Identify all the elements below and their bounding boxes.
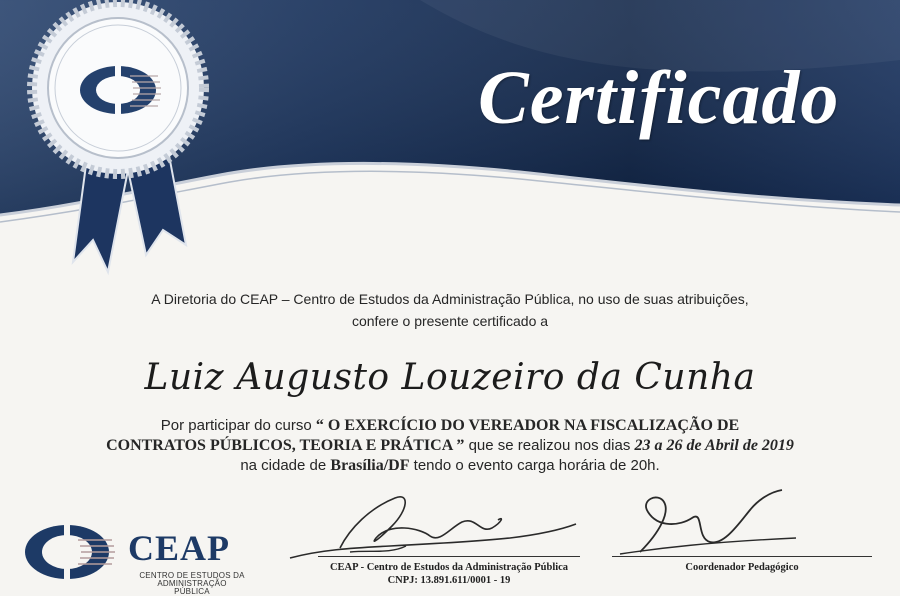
course-line-2 <box>60 437 840 455</box>
course-dates: 23 a 26 de Abril de 2019 <box>634 437 794 454</box>
signature-line-coordinator <box>612 556 872 557</box>
logo-subtitle-line-2: PÚBLICA <box>174 587 210 596</box>
signature-line-ceap <box>318 556 580 557</box>
course-title-part-1: “ O EXERCÍCIO DO VEREADOR NA FISCALIZAÇÃO DE <box>315 417 740 434</box>
course-title-part-2: CONTRATOS PÚBLICOS, TEORIA E PRÁTICA ” <box>106 437 465 454</box>
course-mid-text: que se realizou nos dias <box>468 437 631 454</box>
coordinator-signature <box>600 482 800 562</box>
course-line-3 <box>60 457 840 475</box>
intro-line-1: A Diretoria do CEAP – Centro de Estudos da Administração Pública, no uso de suas atribuições, <box>151 291 749 307</box>
certificate-title: Certificado <box>478 56 840 140</box>
ribbon-rosette-seal-icon <box>18 0 218 275</box>
ceap-oval-logo-icon <box>22 522 122 582</box>
signature-label-cnpj: CNPJ: 13.891.611/0001 - 19 <box>387 575 511 586</box>
city-name: Brasília/DF <box>330 457 410 474</box>
signature-label-ceap: CEAP - Centro de Estudos da Administração Pública <box>329 562 569 573</box>
course-line-1 <box>60 417 840 435</box>
signature-label-coordinator: Coordenador Pedagógico <box>685 562 799 573</box>
recipient-name: Luiz Augusto Louzeiro da Cunha <box>144 357 756 398</box>
city-prefix: na cidade de <box>240 457 327 474</box>
logo-name: CEAP <box>128 528 230 568</box>
workload-text: tendo o evento carga horária de 20h. <box>413 457 660 474</box>
logo-subtitle <box>112 572 272 596</box>
course-prefix: Por participar do curso <box>160 417 312 434</box>
intro-line-2: confere o presente certificado a <box>351 313 549 329</box>
logo-subtitle-line-1: CENTRO DE ESTUDOS DA ADMINISTRAÇÃO <box>139 571 245 588</box>
